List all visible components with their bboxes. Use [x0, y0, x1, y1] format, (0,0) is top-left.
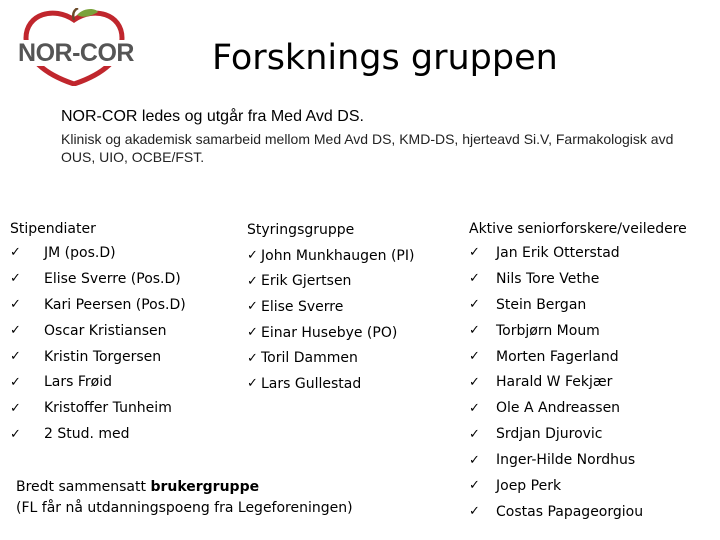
list-item-label: Nils Tore Vethe: [496, 270, 600, 287]
list-item: [10, 421, 186, 447]
list-item: [469, 369, 687, 395]
list-item-label: Stein Bergan: [496, 296, 587, 313]
list-item-label: Kari Peersen (Pos.D): [44, 296, 186, 313]
stipendiater-list: [10, 240, 186, 447]
list-item-label: Toril Dammen: [261, 350, 358, 367]
stipendiater-heading: Stipendiater: [10, 221, 96, 237]
seniorforskere-list: [469, 240, 687, 525]
stipendiater-column: [10, 218, 186, 447]
checkmark-icon: ✓: [10, 374, 21, 390]
list-item: [10, 395, 186, 421]
list-item-label: John Munkhaugen (PI): [261, 247, 415, 264]
brukergruppe-line: [16, 477, 353, 498]
list-item-label: Inger-Hilde Nordhus: [496, 452, 636, 469]
seniorforskere-heading: Aktive seniorforskere/veiledere: [469, 221, 687, 237]
list-item-label: Morten Fagerland: [496, 348, 619, 365]
list-item-label: Elise Sverre: [261, 298, 344, 315]
checkmark-icon: ✓: [469, 349, 480, 364]
list-item-label: 2 Stud. med: [44, 426, 130, 443]
checkmark-icon: ✓: [10, 271, 21, 287]
list-item-label: Ole A Andreassen: [496, 400, 621, 417]
list-item-label: Kristoffer Tunheim: [44, 400, 172, 417]
list-item: [469, 473, 687, 499]
logo-wordmark: NOR-COR: [18, 39, 134, 67]
list-item: [10, 292, 186, 318]
list-item: [469, 421, 687, 447]
checkmark-icon: ✓: [469, 245, 480, 261]
list-item: [10, 240, 186, 266]
list-item-label: Einar Husebye (PO): [261, 324, 398, 341]
brukergruppe-bold: brukergruppe: [150, 479, 260, 495]
checkmark-icon: ✓: [10, 400, 21, 416]
list-item: [469, 266, 687, 292]
list-item: [469, 395, 687, 421]
checkmark-icon: ✓: [247, 273, 258, 289]
checkmark-icon: ✓: [469, 400, 480, 416]
checkmark-icon: ✓: [469, 426, 480, 442]
list-item-label: Elise Sverre (Pos.D): [44, 270, 181, 287]
list-item: [10, 369, 186, 395]
list-item-label: Torbjørn Moum: [496, 322, 600, 339]
list-item: [469, 344, 687, 370]
list-item: [469, 292, 687, 318]
list-item: [10, 266, 186, 292]
checkmark-icon: ✓: [10, 245, 21, 261]
checkmark-icon: ✓: [469, 504, 480, 520]
list-item: [469, 499, 687, 525]
list-item: [10, 318, 186, 344]
styringsgruppe-heading: Styringsgruppe: [247, 222, 355, 238]
intro-block: [61, 107, 681, 166]
list-item-label: JM (pos.D): [44, 244, 116, 261]
list-item: [469, 240, 687, 266]
list-item: [10, 344, 186, 370]
list-item-label: Kristin Torgersen: [44, 348, 162, 365]
styringsgruppe-list: [247, 243, 414, 397]
list-item: [247, 269, 414, 295]
list-item-label: Lars Frøid: [44, 374, 113, 391]
list-item-label: Costas Papageorgiou: [496, 503, 644, 520]
checkmark-icon: ✓: [247, 248, 258, 264]
list-item: [247, 371, 414, 397]
checkmark-icon: ✓: [247, 299, 258, 315]
list-item-label: Erik Gjertsen: [261, 273, 352, 290]
list-item-label: Harald W Fekjær: [496, 374, 613, 391]
list-item-label: Srdjan Djurovic: [496, 426, 603, 443]
list-item: [247, 320, 414, 346]
legeforeningen-note: (FL får nå utdanningspoeng fra Legeforeningen): [16, 500, 353, 516]
seniorforskere-column: [469, 218, 687, 525]
intro-sub-text: Klinisk og akademisk samarbeid mellom Med Avd DS, KMD-DS, hjerteavd Si.V, Farmakologisk avd OUS, UIO, OCBE/FST.: [61, 131, 674, 165]
styringsgruppe-column: [247, 219, 414, 397]
checkmark-icon: ✓: [10, 349, 21, 364]
list-item-label: Lars Gullestad: [261, 375, 362, 392]
apple-heart-logo-icon: [14, 8, 138, 86]
list-item: [247, 294, 414, 320]
list-item: [247, 345, 414, 371]
list-item: [469, 318, 687, 344]
list-item: [469, 447, 687, 473]
checkmark-icon: ✓: [10, 297, 21, 313]
checkmark-icon: ✓: [469, 452, 480, 468]
checkmark-icon: ✓: [469, 478, 480, 494]
list-item-label: Oscar Kristiansen: [44, 322, 167, 339]
slide-title: Forsknings gruppen: [212, 38, 558, 78]
list-item: [247, 243, 414, 269]
checkmark-icon: ✓: [469, 271, 480, 287]
checkmark-icon: ✓: [10, 323, 21, 339]
checkmark-icon: ✓: [469, 297, 480, 313]
brukergruppe-note: [16, 477, 353, 519]
checkmark-icon: ✓: [247, 325, 258, 341]
nor-cor-logo: [14, 8, 138, 86]
intro-main-text: NOR-COR ledes og utgår fra Med Avd DS.: [61, 108, 364, 125]
list-item-label: Joep Perk: [496, 477, 562, 494]
brukergruppe-prefix: Bredt sammensatt: [16, 479, 151, 495]
checkmark-icon: ✓: [10, 426, 21, 442]
checkmark-icon: ✓: [247, 376, 258, 392]
checkmark-icon: ✓: [247, 350, 258, 366]
checkmark-icon: ✓: [469, 374, 480, 390]
list-item-label: Jan Erik Otterstad: [496, 244, 620, 261]
checkmark-icon: ✓: [469, 323, 480, 339]
